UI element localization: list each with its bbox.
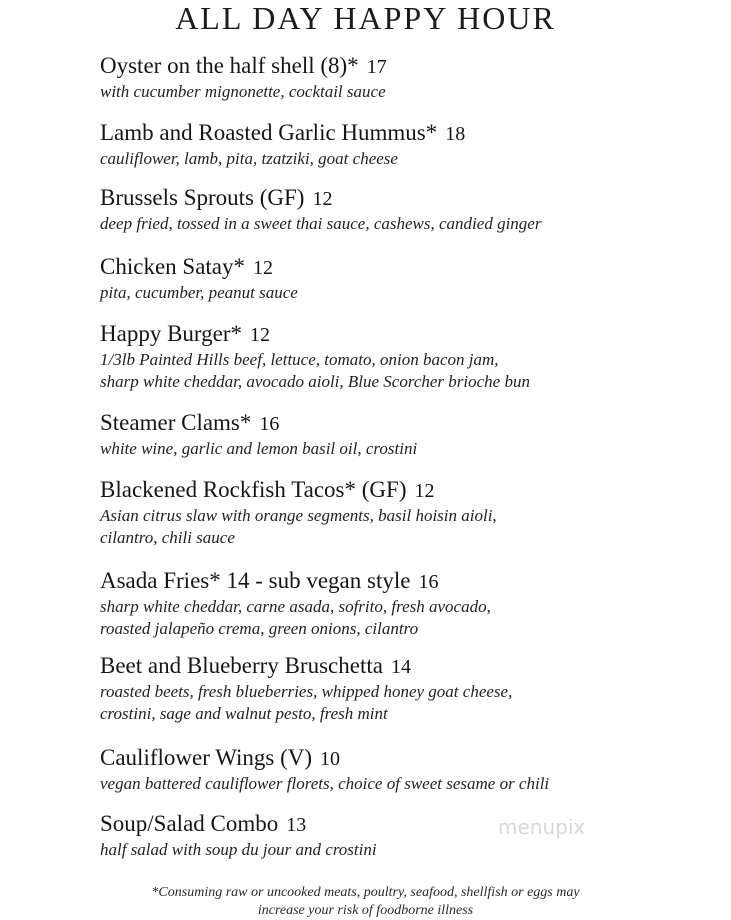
- item-description: sharp white cheddar, avocado aioli, Blue Scorcher brioche bun: [100, 372, 530, 391]
- menu-item-chicken-satay: [100, 253, 700, 304]
- item-price: 14: [390, 656, 411, 678]
- menu-item-cauliflower-wings: [100, 744, 700, 795]
- item-description: pita, cucumber, peanut sauce: [100, 283, 298, 302]
- item-name: Lamb and Roasted Garlic Hummus*: [100, 120, 438, 145]
- item-price: 12: [250, 324, 271, 346]
- menu-item-brussels-sprouts: [100, 184, 700, 235]
- item-description: white wine, garlic and lemon basil oil, crostini: [100, 439, 418, 458]
- item-name: Steamer Clams*: [100, 410, 252, 435]
- item-description: with cucumber mignonette, cocktail sauce: [100, 82, 386, 101]
- item-description: roasted jalapeño crema, green onions, cilantro: [100, 619, 419, 638]
- item-name: Oyster on the half shell (8)*: [100, 53, 359, 78]
- item-price: 10: [320, 748, 340, 770]
- item-description: sharp white cheddar, carne asada, sofrito, fresh avocado,: [100, 597, 491, 616]
- menu-item-hummus: [100, 119, 700, 170]
- item-price: 16: [259, 413, 280, 435]
- item-price: 17: [366, 56, 387, 78]
- disclaimer-line: increase your risk of foodborne illness: [257, 903, 474, 918]
- item-price: 13: [286, 814, 307, 836]
- menu-item-asada-fries: [100, 567, 700, 640]
- watermark-logo: menupix: [498, 815, 586, 839]
- menu-item-soup-salad-combo: [100, 810, 700, 861]
- item-name: Blackened Rockfish Tacos* (GF): [100, 477, 407, 502]
- menu-item-happy-burger: [100, 320, 700, 393]
- item-description: vegan battered cauliflower florets, choice of sweet sesame or chili: [100, 774, 550, 793]
- item-description: roasted beets, fresh blueberries, whipped honey goat cheese,: [100, 682, 513, 701]
- item-price: 12: [253, 257, 273, 279]
- menu-item-rockfish-tacos: [100, 476, 700, 549]
- health-disclaimer: [0, 884, 731, 920]
- item-description: crostini, sage and walnut pesto, fresh mint: [100, 704, 388, 723]
- item-description: Asian citrus slaw with orange segments, basil hoisin aioli,: [100, 506, 497, 525]
- item-price: 12: [414, 480, 435, 502]
- item-description: 1/3lb Painted Hills beef, lettuce, tomato, onion bacon jam,: [100, 350, 499, 369]
- item-name: Beet and Blueberry Bruschetta: [100, 653, 383, 678]
- menu-item-bruschetta: [100, 652, 700, 725]
- menu-item-steamer-clams: [100, 409, 700, 460]
- item-name: Asada Fries* 14 - sub vegan style: [100, 568, 411, 593]
- item-price: 16: [418, 571, 439, 593]
- menu-title: ALL DAY HAPPY HOUR: [175, 0, 556, 36]
- item-description: deep fried, tossed in a sweet thai sauce, cashews, candied ginger: [100, 214, 542, 233]
- item-name: Happy Burger*: [100, 321, 243, 346]
- menu-item-oyster: [100, 52, 700, 103]
- item-price: 18: [445, 123, 466, 145]
- item-price: 12: [312, 188, 333, 210]
- disclaimer-line: *Consuming raw or uncooked meats, poultry, seafood, shellfish or eggs may: [151, 885, 580, 900]
- item-name: Soup/Salad Combo: [100, 811, 279, 836]
- item-name: Chicken Satay*: [100, 254, 245, 279]
- item-description: cauliflower, lamb, pita, tzatziki, goat cheese: [100, 149, 398, 168]
- item-name: Brussels Sprouts (GF): [100, 185, 305, 210]
- item-name: Cauliflower Wings (V): [100, 745, 312, 770]
- item-description: half salad with soup du jour and crostini: [100, 840, 377, 859]
- item-description: cilantro, chili sauce: [100, 528, 235, 547]
